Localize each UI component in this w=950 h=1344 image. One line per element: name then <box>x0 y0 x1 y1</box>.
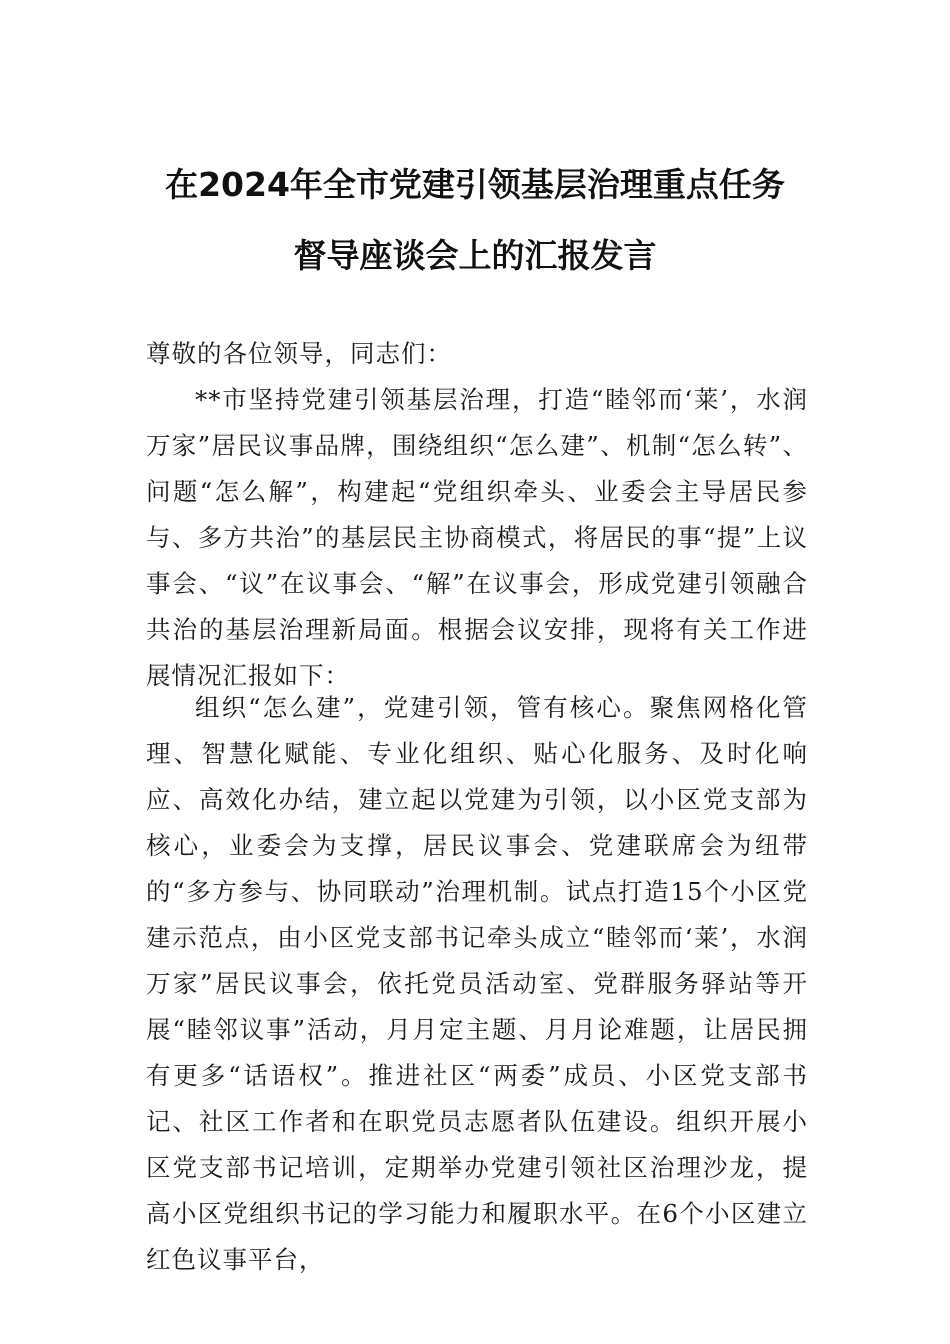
salutation: 尊敬的各位领导，同志们： <box>146 339 452 368</box>
paragraph-organization: 组织“怎么建”，党建引领，管有核心。聚焦网格化管理、智慧化赋能、专业化组织、贴心化服务、及时化响应、高效化办结，建立起以党建为引领，以小区党支部为核心，业委会为支撑，居民议事会、党建联席会为纽带的“多方参与、协同联动”治理机制。试点打造15个小区党建示范点，由小区党支部书记牵头成立“睦邻而‘莱’，水润万家”居民议事会，依托党员活动室、党群服务驿站等开展“睦邻议事”活动，月月定主题、月月论难题，让居民拥有更多“话语权”。推进社区“两委”成员、小区党支部书记、社区工作者和在职党员志愿者队伍建设。组织开展小区党支部书记培训，定期举办党建引领社区治理沙龙，提高小区党组织书记的学习能力和履职水平。在6个小区建立红色议事平台， <box>146 693 808 1274</box>
paragraph-intro: **市坚持党建引领基层治理，打造“睦邻而‘莱’，水润万家”居民议事品牌，围绕组织“怎么建”、机制“怎么转”、问题“怎么解”，构建起“党组织牵头、业委会主导居民参与、多方共治”的基层民主协商模式，将居民的事“提”上议事会、“议”在议事会、“解”在议事会，形成党建引领融合共治的基层治理新局面。根据会议安排，现将有关工作进展情况汇报如下： <box>146 385 808 690</box>
document-title-line-2: 督导座谈会上的汇报发言 <box>293 236 657 275</box>
document-title-line-1: 在2024年全市党建引领基层治理重点任务 <box>165 165 785 204</box>
